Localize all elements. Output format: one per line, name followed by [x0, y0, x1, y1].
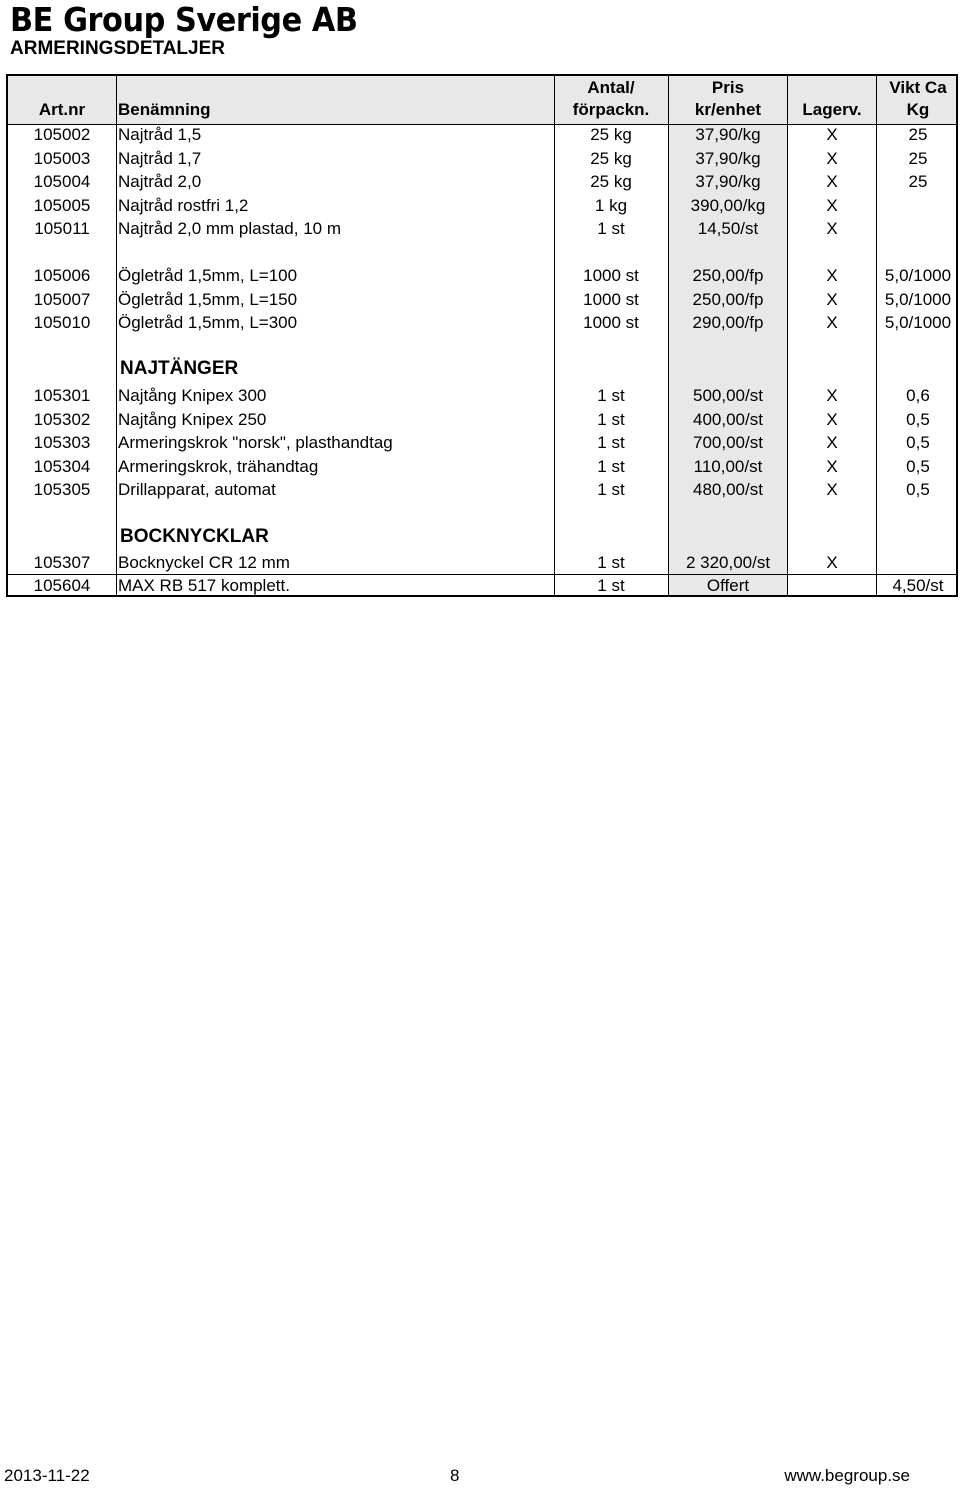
item-qty: 1 st	[597, 410, 625, 429]
col-header-art: Art.nr	[38, 100, 86, 119]
item-lager: X	[826, 457, 838, 476]
item-price: 2 320,00/st	[685, 553, 771, 572]
table-row	[8, 479, 956, 502]
item-vikt: 0,6	[906, 386, 930, 405]
footer-website-link[interactable]: www.begroup.se	[784, 1466, 910, 1485]
table-row	[8, 195, 956, 218]
col-header-name: Benämning	[118, 100, 211, 119]
item-qty: 1 st	[597, 219, 625, 238]
item-lager: X	[826, 266, 838, 285]
item-price: 37,90/kg	[695, 149, 761, 168]
col-header-qty-line2: förpackn.	[572, 100, 650, 119]
art-nr: 105604	[33, 576, 91, 595]
item-vikt: 25	[908, 172, 928, 191]
page-title: ARMERINGSDETALJER	[10, 38, 225, 59]
item-price: 37,90/kg	[695, 172, 761, 191]
footer-page-number: 8	[450, 1466, 460, 1485]
table-row	[8, 456, 956, 479]
item-price: 250,00/fp	[692, 290, 764, 309]
table-row	[8, 148, 956, 171]
item-lager: X	[826, 196, 838, 215]
item-qty: 1 st	[597, 576, 625, 595]
item-vikt: 25	[908, 149, 928, 168]
item-qty: 1 st	[597, 433, 625, 452]
item-name: Najtråd 1,7	[118, 149, 202, 168]
item-lager: X	[826, 290, 838, 309]
item-name: Najtång Knipex 300	[118, 386, 267, 405]
col-header-lager: Lagerv.	[802, 100, 862, 119]
table-row	[8, 552, 956, 574]
item-lager: X	[826, 480, 838, 499]
item-name: Armeringskrok, trähandtag	[118, 457, 319, 476]
item-qty: 1000 st	[583, 313, 639, 332]
table-row	[8, 385, 956, 408]
item-vikt: 5,0/1000	[884, 266, 952, 285]
item-name: Armeringskrok "norsk", plasthandtag	[118, 433, 393, 452]
item-name: Najtråd 2,0 mm plastad, 10 m	[118, 219, 341, 238]
item-qty: 25 kg	[590, 172, 632, 191]
art-nr: 105003	[33, 149, 91, 168]
item-lager: X	[826, 149, 838, 168]
table-row	[8, 432, 956, 455]
item-lager: X	[826, 386, 838, 405]
art-nr: 105305	[33, 480, 91, 499]
section-heading-najtanger: NAJTÄNGER	[120, 358, 239, 379]
item-vikt: 0,5	[906, 433, 930, 452]
item-vikt: 0,5	[906, 410, 930, 429]
item-price: 500,00/st	[693, 386, 763, 405]
table-row	[8, 289, 956, 312]
item-name: Najtång Knipex 250	[118, 410, 267, 429]
art-nr: 105303	[33, 433, 91, 452]
item-vikt: 5,0/1000	[884, 290, 952, 309]
item-name: Drillapparat, automat	[118, 480, 276, 499]
item-name: Najtråd rostfri 1,2	[118, 196, 249, 215]
item-price: 700,00/st	[693, 433, 763, 452]
table-row	[8, 124, 956, 147]
item-qty: 1000 st	[583, 290, 639, 309]
col-header-price-line2: kr/enhet	[694, 100, 762, 119]
item-price: 250,00/fp	[692, 266, 764, 285]
item-qty: 25 kg	[590, 125, 632, 144]
item-vikt: 0,5	[906, 457, 930, 476]
item-qty: 1 kg	[594, 196, 628, 215]
item-name: Najtråd 1,5	[118, 125, 202, 144]
item-name: Bocknyckel CR 12 mm	[118, 553, 290, 572]
item-lager: X	[826, 410, 838, 429]
item-lager: X	[826, 172, 838, 191]
item-qty: 1 st	[597, 386, 625, 405]
item-price: 14,50/st	[697, 219, 759, 238]
item-name: Ögletråd 1,5mm, L=300	[118, 313, 298, 332]
art-nr: 105301	[33, 386, 91, 405]
item-lager: X	[826, 553, 838, 572]
table-row	[8, 218, 956, 241]
item-price: 390,00/kg	[690, 196, 766, 215]
item-name: Najtråd 2,0	[118, 172, 202, 191]
item-vikt: 4,50/st	[892, 576, 944, 595]
col-header-price-line1: Pris	[711, 78, 745, 97]
item-vikt: 5,0/1000	[884, 313, 952, 332]
art-nr: 105011	[34, 219, 90, 238]
table-row	[8, 265, 956, 288]
item-name: MAX RB 517 komplett.	[118, 576, 290, 595]
art-nr: 105302	[33, 410, 91, 429]
table-row	[8, 409, 956, 432]
table-row	[8, 312, 956, 335]
item-qty: 1 st	[597, 480, 625, 499]
item-price: 37,90/kg	[695, 125, 761, 144]
art-nr: 105006	[33, 266, 91, 285]
art-nr: 105007	[33, 290, 91, 309]
item-lager: X	[826, 219, 838, 238]
item-price: Offert	[706, 576, 750, 595]
art-nr: 105004	[33, 172, 91, 191]
footer-date: 2013-11-22	[4, 1466, 90, 1485]
art-nr: 105005	[33, 196, 91, 215]
item-qty: 1 st	[597, 553, 625, 572]
table-row	[8, 171, 956, 194]
company-logo-text: BE Group Sverige AB	[10, 0, 358, 39]
item-price: 480,00/st	[693, 480, 763, 499]
art-nr: 105307	[33, 553, 91, 572]
item-lager: X	[826, 125, 838, 144]
col-header-vikt-line2: Kg	[906, 100, 930, 119]
item-qty: 25 kg	[590, 149, 632, 168]
item-vikt: 25	[908, 125, 928, 144]
item-price: 110,00/st	[693, 457, 763, 476]
item-name: Ögletråd 1,5mm, L=100	[118, 266, 298, 285]
section-heading-bocknycklar: BOCKNYCKLAR	[120, 526, 269, 547]
table-row	[8, 575, 956, 597]
item-name: Ögletråd 1,5mm, L=150	[118, 290, 298, 309]
item-qty: 1000 st	[583, 266, 639, 285]
art-nr: 105002	[33, 125, 91, 144]
art-nr: 105010	[33, 313, 91, 332]
item-vikt: 0,5	[906, 480, 930, 499]
item-price: 400,00/st	[693, 410, 763, 429]
col-header-vikt-line1: Vikt Ca	[889, 78, 947, 97]
art-nr: 105304	[33, 457, 91, 476]
item-price: 290,00/fp	[692, 313, 764, 332]
col-header-qty-line1: Antal/	[587, 78, 635, 97]
price-table	[6, 74, 958, 597]
item-qty: 1 st	[597, 457, 625, 476]
item-lager: X	[826, 433, 838, 452]
item-lager: X	[826, 313, 838, 332]
